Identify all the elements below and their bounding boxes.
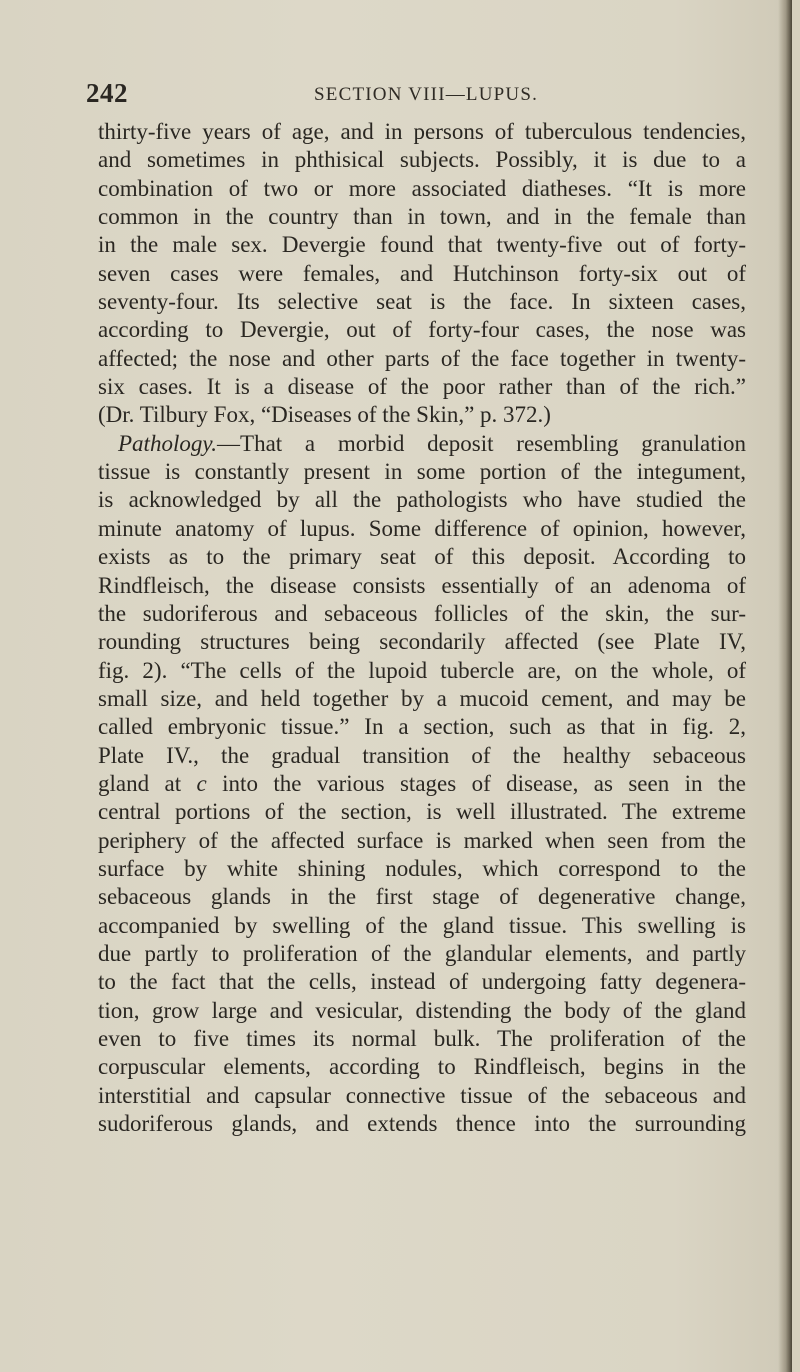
text-line: (Dr. Tilbury Fox, “Diseases of the Skin,” p. 372.): [98, 402, 551, 428]
page-header: [86, 78, 726, 108]
text-line: affected; the nose and other parts of the face together in twenty-: [98, 345, 746, 371]
gland-c-line: [98, 770, 746, 798]
text-line: surface by white shining nodules, which correspond to the: [98, 855, 746, 881]
page-number: 242: [86, 78, 128, 108]
text-line: due partly to proliferation of the glandular elements, and partly: [98, 940, 746, 966]
line-text: gland at: [98, 770, 197, 796]
text-line: seven cases were females, and Hutchinson forty-six out of: [98, 260, 746, 286]
text-line: fig. 2). “The cells of the lupoid tubercle are, on the whole, of: [98, 657, 746, 683]
text-line: combination of two or more associated diatheses. “It is more: [98, 175, 746, 201]
text-line: in the male sex. Devergie found that twenty-five out of forty-: [98, 232, 746, 258]
text-line: six cases. It is a disease of the poor rather than of the rich.”: [98, 374, 746, 400]
line-text: into the various stages of disease, as seen in the: [206, 770, 746, 796]
text-line: called embryonic tissue.” In a section, such as that in fig. 2,: [98, 714, 746, 740]
text-line: and sometimes in phthisical subjects. Possibly, it is due to a: [98, 147, 746, 173]
text-line: accompanied by swelling of the gland tissue. This swelling is: [98, 912, 746, 938]
text-line: sebaceous glands in the first stage of degenerative change,: [98, 884, 746, 910]
text-line: is acknowledged by all the pathologists who have studied the: [98, 487, 746, 513]
text-line: according to Devergie, out of forty-four cases, the nose was: [98, 317, 746, 343]
page-edge-shadow: [778, 0, 792, 1372]
text-line: Rindfleisch, the disease consists essentially of an adenoma of: [98, 572, 746, 598]
pathology-line-text: —That a morbid deposit resembling granulation: [217, 430, 746, 456]
text-line: interstitial and capsular connective tissue of the sebaceous and: [98, 1082, 746, 1108]
text-line: minute anatomy of lupus. Some difference of opinion, however,: [98, 515, 746, 541]
text-line: sudoriferous glands, and extends thence into the surrounding: [98, 1111, 746, 1137]
text-line: seventy-four. Its selective seat is the face. In sixteen cases,: [98, 289, 746, 315]
text-line: common in the country than in town, and in the female than: [98, 204, 746, 230]
body-text: [98, 118, 746, 1138]
text-line: central portions of the section, is well illustrated. The extreme: [98, 799, 746, 825]
figure-letter: c: [196, 770, 207, 796]
pathology-heading: Pathology.: [118, 430, 218, 456]
text-line: the sudoriferous and sebaceous follicles of the skin, the sur-: [98, 600, 746, 626]
text-line: periphery of the affected surface is marked when seen from the: [98, 827, 746, 853]
pathology-paragraph-first-line: [98, 430, 746, 458]
text-line: rounding structures being secondarily affected (see Plate IV,: [98, 629, 746, 655]
text-line: even to five times its normal bulk. The proliferation of the: [98, 1026, 746, 1051]
text-line: corpuscular elements, according to Rindfleisch, begins in the: [98, 1054, 746, 1080]
text-line: to the fact that the cells, instead of undergoing fatty degenera-: [98, 969, 746, 995]
running-head: SECTION VIII—LUPUS.: [314, 84, 539, 105]
plate-line: Plate IV., the gradual transition of the healthy sebaceous: [98, 742, 746, 768]
text-line: tissue is constantly present in some portion of the integument,: [98, 459, 746, 485]
text-line: tion, grow large and vesicular, distending the body of the gland: [98, 997, 746, 1023]
text-line: thirty-five years of age, and in persons of tuberculous tendencies,: [98, 119, 746, 144]
text-line: exists as to the primary seat of this deposit. According to: [98, 544, 746, 570]
text-line: small size, and held together by a mucoid cement, and may be: [98, 685, 746, 711]
